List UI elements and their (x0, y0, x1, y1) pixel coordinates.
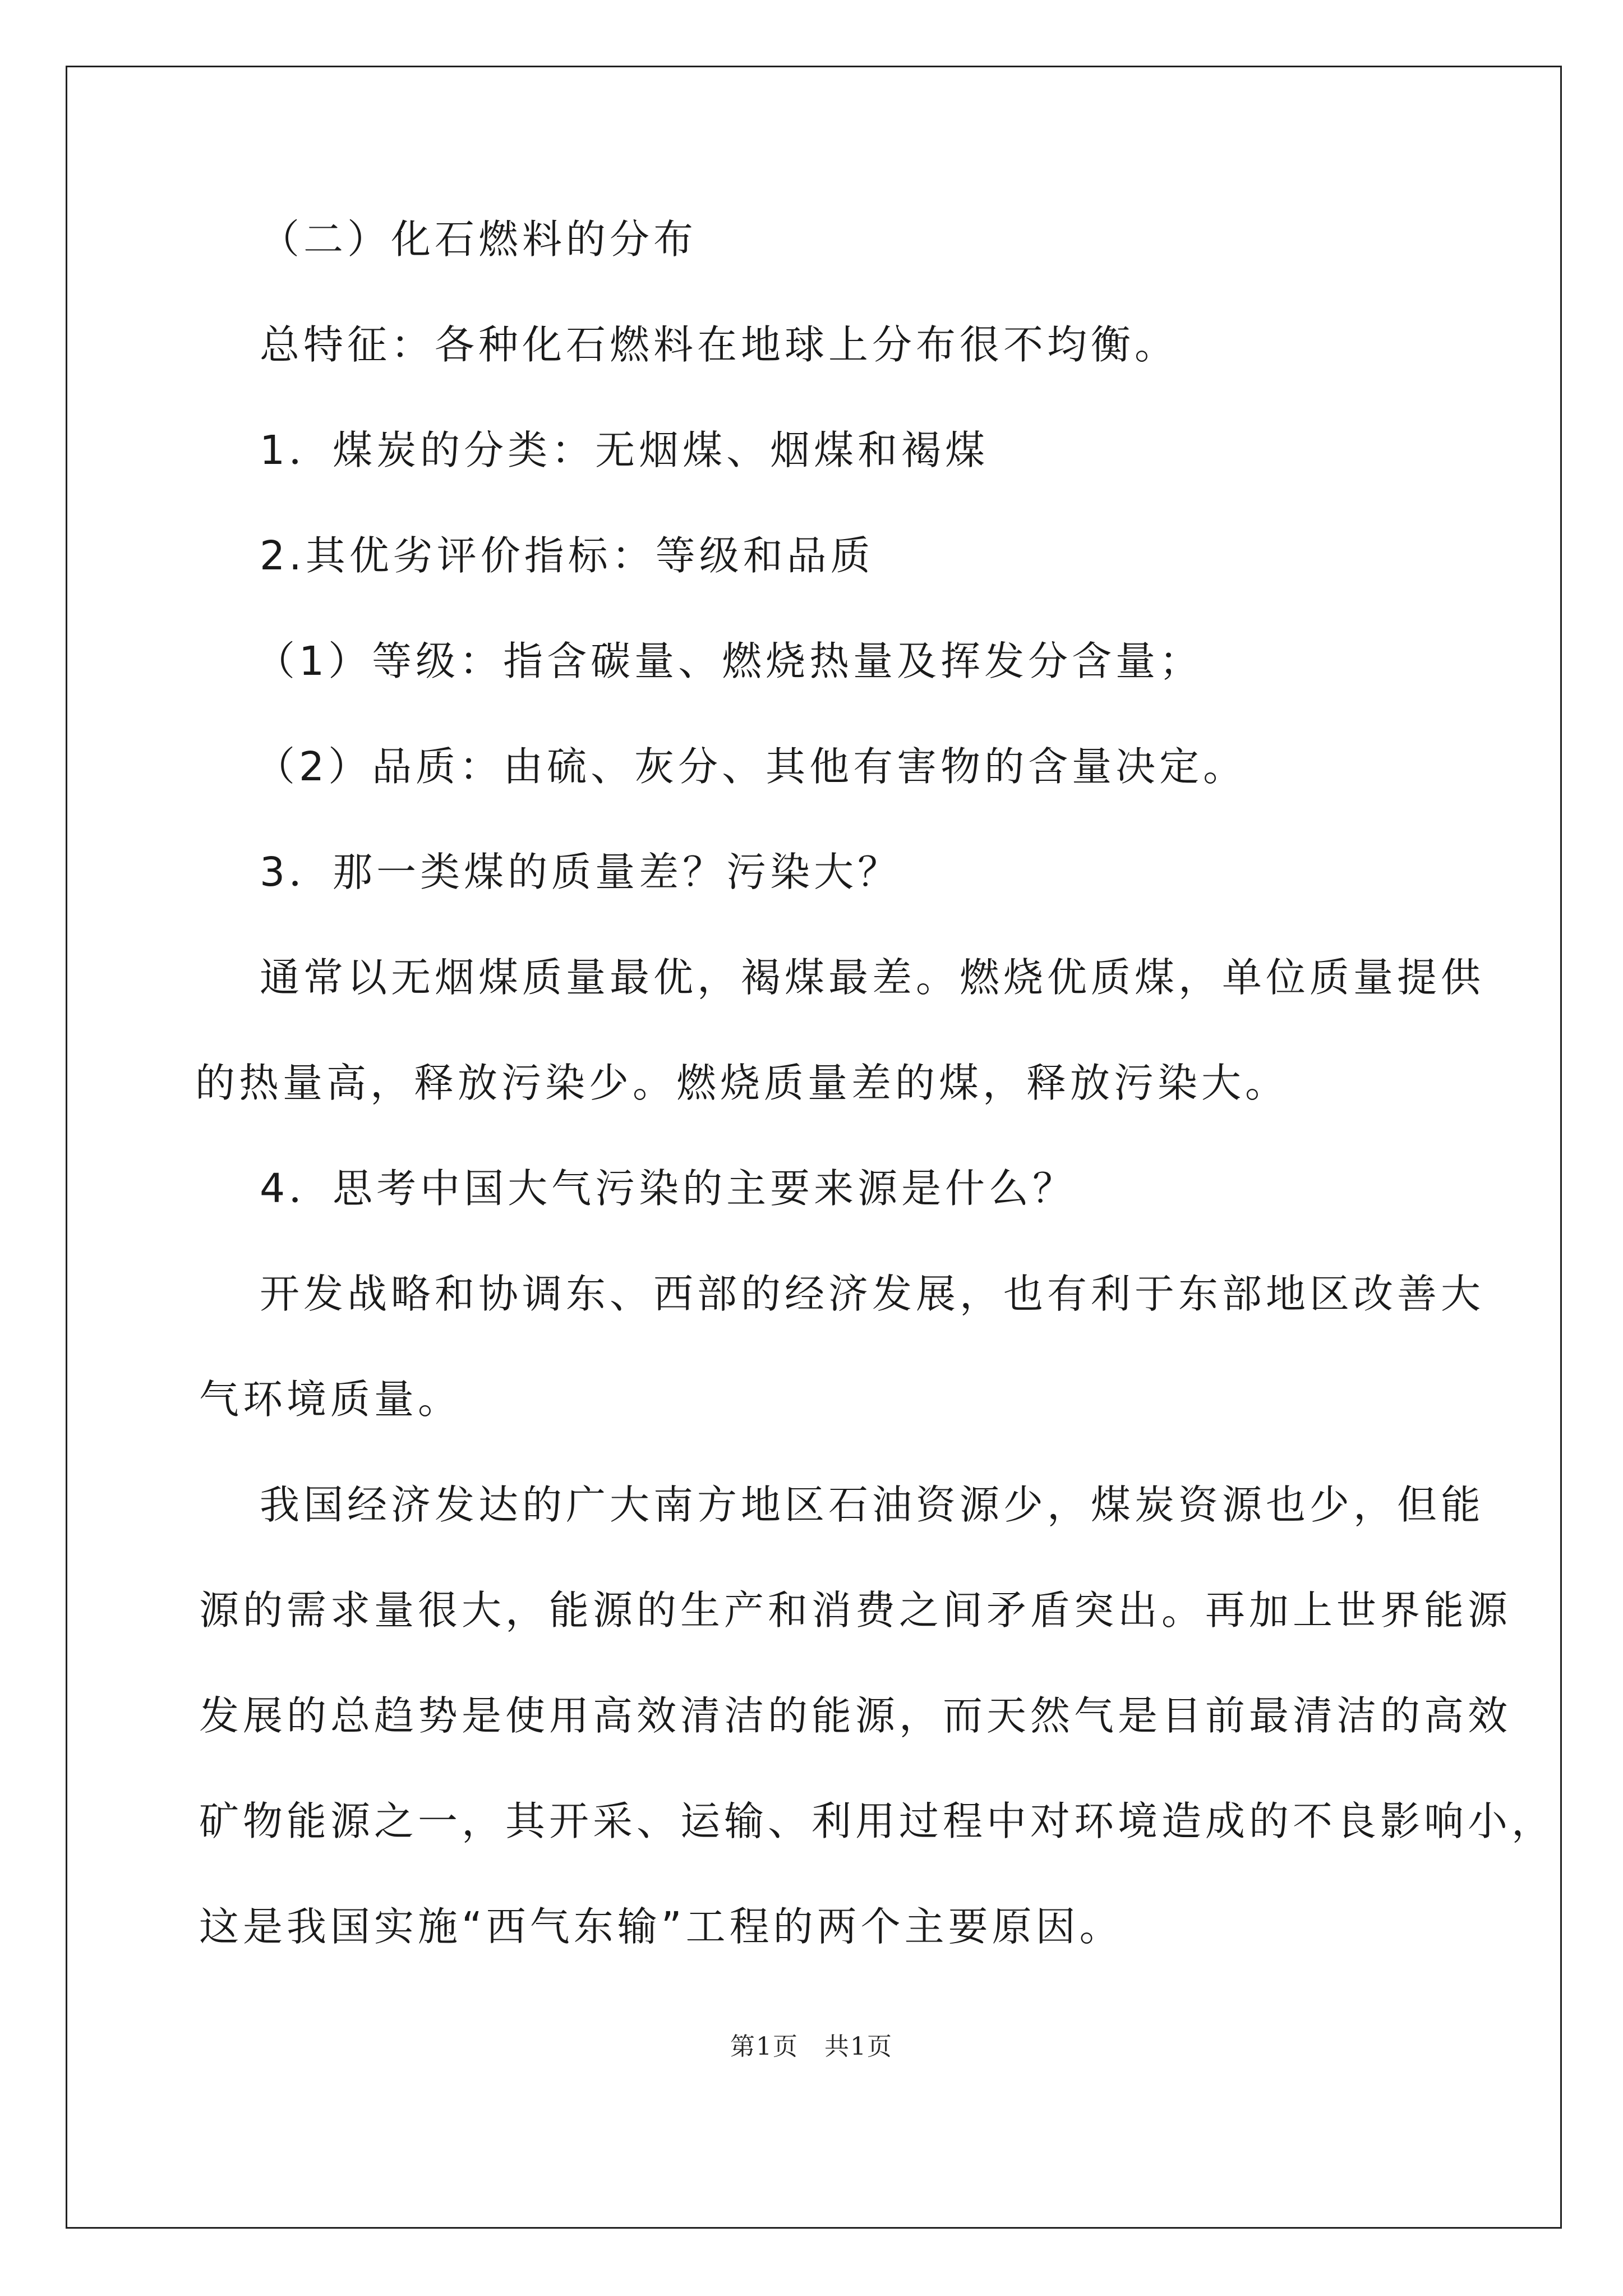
paragraph-line: 发展的总趋势是使用高效清洁的能源，而天然气是目前最清洁的高效 (199, 1692, 1512, 1739)
paragraph-line: 3．那一类煤的质量差？污染大？ (260, 849, 902, 895)
paragraph-line: 这是我国实施“西气东输”工程的两个主要原因。 (199, 1903, 1123, 1950)
section-heading: （二）化石燃料的分布 (260, 216, 698, 263)
paragraph-line: 气环境质量。 (199, 1376, 462, 1423)
paragraph-line: （2）品质：由硫、灰分、其他有害物的含量决定。 (255, 743, 1247, 790)
paragraph-line: 1．煤炭的分类：无烟煤、烟煤和褐煤 (260, 427, 989, 473)
page-number-footer: 第1页 共1页 (730, 2032, 893, 2061)
paragraph-line: 我国经济发达的广大南方地区石油资源少，煤炭资源也少，但能 (260, 1481, 1485, 1528)
paragraph-line: 源的需求量很大，能源的生产和消费之间矛盾突出。再加上世界能源 (199, 1587, 1512, 1634)
paragraph-line: 总特征：各种化石燃料在地球上分布很不均衡。 (260, 321, 1179, 368)
paragraph-line: 2.其优劣评价指标：等级和品质 (260, 532, 874, 579)
paragraph-line: 的热量高，释放污染少。燃烧质量差的煤，释放污染大。 (195, 1060, 1289, 1106)
paragraph-line: （1）等级：指含碳量、燃烧热量及挥发分含量； (255, 638, 1204, 684)
document-body (195, 213, 1556, 1953)
paragraph-line: 通常以无烟煤质量最优，褐煤最差。燃烧优质煤，单位质量提供 (260, 954, 1485, 1001)
paragraph-line: 4．思考中国大气污染的主要来源是什么？ (260, 1165, 1077, 1212)
paragraph-line: 矿物能源之一，其开采、运输、利用过程中对环境造成的不良影响小， (199, 1798, 1556, 1844)
paragraph-line: 开发战略和协调东、西部的经济发展，也有利于东部地区改善大 (260, 1271, 1485, 1317)
